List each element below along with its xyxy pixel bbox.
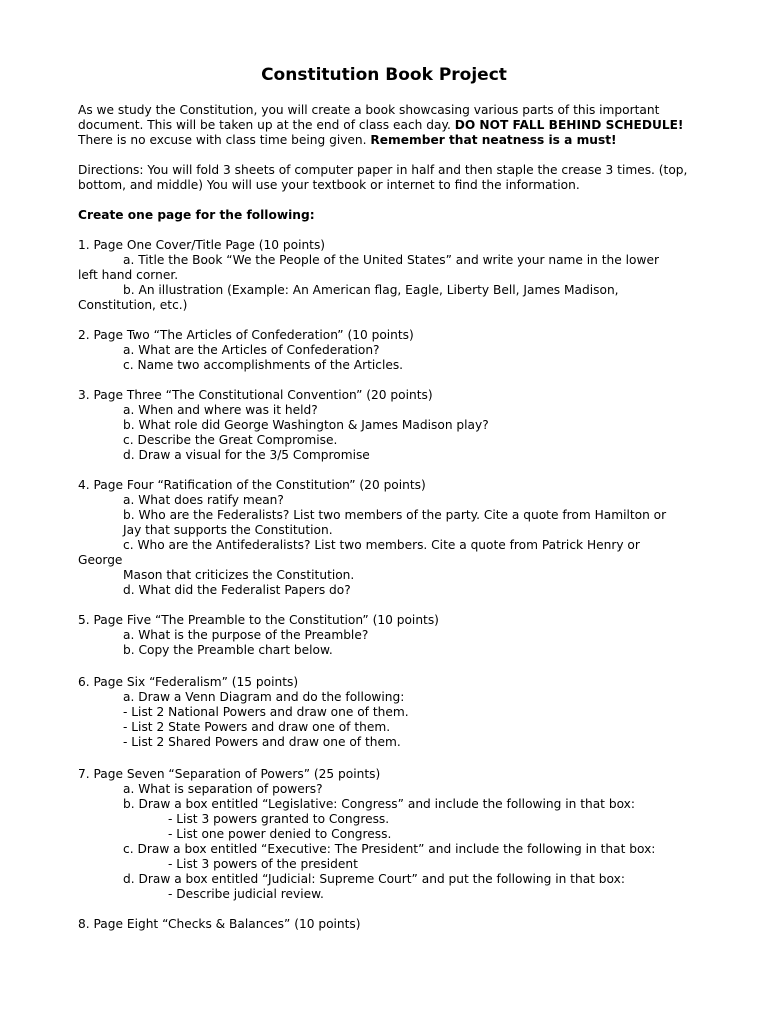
section-page-seven [78,767,690,902]
intro-text-2: There is no excuse with class time being given. [78,133,371,147]
section-heading: 1. Page One Cover/Title Page (10 points) [78,238,326,252]
section-item: a. What does ratify mean? [123,493,284,507]
section-page-eight [78,917,690,932]
directions-paragraph: Directions: You will fold 3 sheets of computer paper in half and then staple the crease 3 times. (top, bottom, and middle) You will use your textbook or internet to find the information. [78,163,688,192]
section-list-item: - List 2 National Powers and draw one of them. [123,705,409,719]
intro-bold-1: DO NOT FALL BEHIND SCHEDULE! [454,118,684,132]
section-item: d. Draw a visual for the 3/5 Compromise [123,448,370,462]
section-list-item: - List 3 powers granted to Congress. [168,812,390,826]
section-heading: 3. Page Three “The Constitutional Convention” (20 points) [78,388,433,402]
section-item-wrap: Jay that supports the Constitution. [123,523,333,537]
section-item-wrap: left hand corner. [78,268,179,282]
document-title: Constitution Book Project [261,65,507,85]
section-list-item: - List 2 State Powers and draw one of them. [123,720,391,734]
section-page-five [78,613,690,658]
section-item: b. Who are the Federalists? List two members of the party. Cite a quote from Hamilton or [123,508,667,522]
section-item: c. Draw a box entitled “Executive: The President” and include the following in that box: [123,842,656,856]
section-list-item: - List 3 powers of the president [168,857,358,871]
section-page-four [78,478,690,598]
section-item: d. Draw a box entitled “Judicial: Supreme Court” and put the following in that box: [123,872,625,886]
section-list-item: - List 2 Shared Powers and draw one of them. [123,735,401,749]
section-item: a. What are the Articles of Confederation? [123,343,380,357]
section-item: b. An illustration (Example: An American flag, Eagle, Liberty Bell, James Madison, [123,283,619,297]
section-page-one [78,238,690,313]
section-item: c. Describe the Great Compromise. [123,433,338,447]
section-item: a. What is the purpose of the Preamble? [123,628,369,642]
create-heading: Create one page for the following: [78,208,315,222]
section-heading: 7. Page Seven “Separation of Powers” (25 points) [78,767,381,781]
section-item: a. Draw a Venn Diagram and do the following: [123,690,405,704]
section-item: b. Copy the Preamble chart below. [123,643,333,657]
intro-bold-2: Remember that neatness is a must! [370,133,617,147]
section-list-item: - List one power denied to Congress. [168,827,392,841]
section-item: c. Name two accomplishments of the Articles. [123,358,404,372]
section-item-wrap: Constitution, etc.) [78,298,188,312]
section-item: b. What role did George Washington & James Madison play? [123,418,489,432]
section-list-item: - Describe judicial review. [168,887,324,901]
section-heading: 4. Page Four “Ratification of the Constitution” (20 points) [78,478,426,492]
section-heading: 5. Page Five “The Preamble to the Constitution” (10 points) [78,613,439,627]
section-item: c. Who are the Antifederalists? List two members. Cite a quote from Patrick Henry or [123,538,640,552]
section-heading: 2. Page Two “The Articles of Confederation” (10 points) [78,328,414,342]
section-page-three [78,388,690,463]
section-item-wrap: Mason that criticizes the Constitution. [123,568,355,582]
intro-paragraph [78,103,690,148]
section-item: b. Draw a box entitled “Legislative: Congress” and include the following in that box: [123,797,635,811]
section-page-six [78,675,690,750]
section-item-wrap: George [78,553,123,567]
section-item: a. Title the Book “We the People of the United States” and write your name in the lower [123,253,659,267]
section-item: d. What did the Federalist Papers do? [123,583,351,597]
section-item: a. What is separation of powers? [123,782,323,796]
section-heading: 8. Page Eight “Checks & Balances” (10 points) [78,917,361,931]
section-page-two [78,328,690,373]
document-page [78,64,690,947]
section-item: a. When and where was it held? [123,403,318,417]
intro-text-1: As we study the Constitution, you will create a book showcasing various parts of this important document. This will be taken up at the end of class each day. [78,103,660,132]
section-heading: 6. Page Six “Federalism” (15 points) [78,675,299,689]
